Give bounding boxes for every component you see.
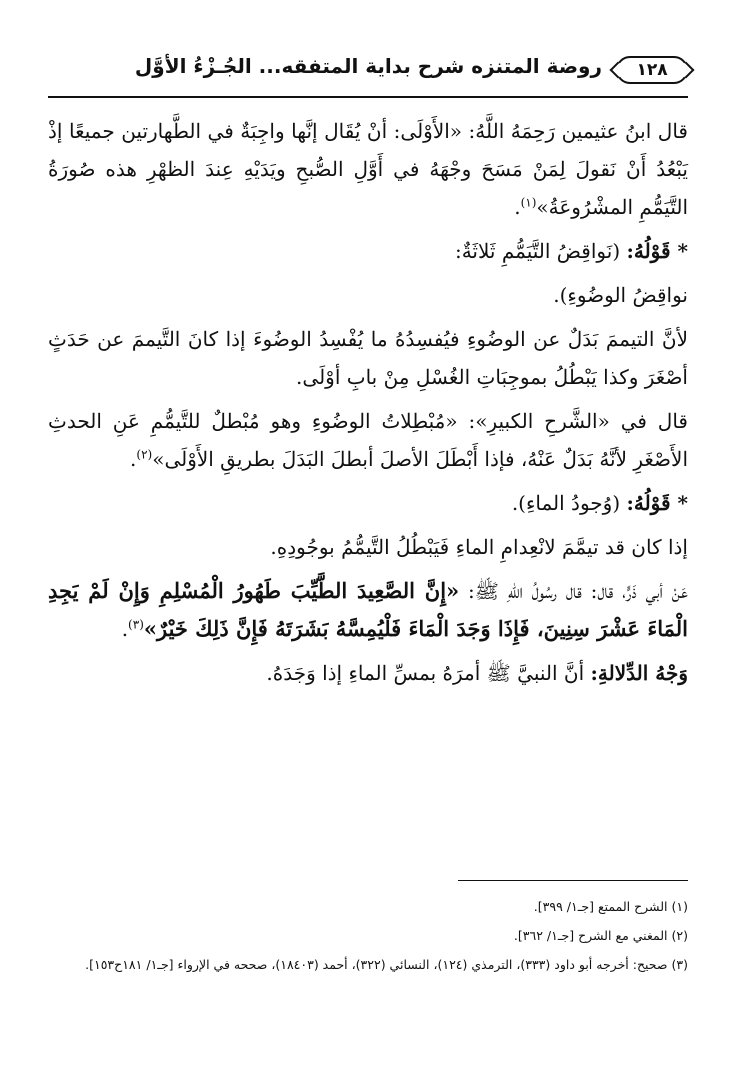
footnote-rule (458, 880, 688, 881)
footnote-ref-1: (١) (520, 195, 537, 210)
header-rule (48, 96, 688, 98)
footnotes (48, 892, 688, 979)
footnote-number: (١) (671, 899, 688, 914)
paragraph-tayammum-batil: إذا كان قد تيمَّمَ لانْعِدامِ الماءِ فَيَبْطُلُ التَّيمُّمُ بوجُودِهِ. (270, 535, 688, 559)
paragraph-hadith (48, 572, 688, 648)
footnote-number: (٣) (671, 957, 688, 972)
paragraph-nawaqid (48, 232, 688, 270)
footnote-item (48, 950, 688, 979)
page-number: ١٢٨ (636, 60, 668, 80)
footnote-text: صحيح: أخرجه أبو داود (٣٣٣)، الترمذي (١٢٤)، النسائي (٣٢٢)، أحمد (١٨٤٠٣)، صححه في الإرواء [جـ١/ ١٨١ح١٥٣]. (85, 957, 668, 972)
footnote-ref-3: (٣) (128, 617, 144, 632)
footnote-text: المغني مع الشرح [جـ١/ ٣٦٢]. (513, 928, 668, 943)
paragraph-sharh-kabir (48, 402, 688, 478)
paragraph-text: (وُجودُ الماءِ). (511, 491, 621, 515)
paragraph-end: . (130, 447, 137, 471)
hadith-quote: «إِنَّ الصَّعِيدَ الطَّيِّبَ طَهُورُ الْمُسْلِمِ وَإِنْ لَمْ يَجِدِ الْمَاءَ عَشْرَ سِنِينَ، فَإِذَا وَجَدَ الْمَاءَ فَلْيُمِسَّهُ بَشَرَتَهُ فَإِنَّ ذَلِكَ خَيْرٌ» (48, 578, 688, 641)
page-header (48, 50, 688, 94)
footnote-item (48, 892, 688, 921)
paragraph-wajh-dalala (48, 654, 688, 692)
paragraph-end: . (121, 617, 129, 641)
section-marker: * قَوْلُهُ: (626, 491, 688, 515)
paragraph-text: قال في «الشَّرحِ الكبيرِ»: «مُبْطِلاتُ الوضُوءِ وهو مُبْطلٌ للتَّيمُّمِ عَنِ الحدثِ الأَصْغَرِ لأنَّهُ بَدَلٌ عَنْهُ، فإذا أَبْطَلَ الأصلَ أبطلَ البَدَلَ بطريقِ الأَوْلَى» (48, 409, 688, 471)
paragraph-end: . (514, 195, 521, 219)
footnote-text: الشرح الممتع [جـ١/ ٣٩٩]. (533, 899, 668, 914)
section-marker: * قَوْلُهُ: (626, 239, 688, 263)
page-number-badge (616, 56, 688, 84)
hadith-intro: عَنْ أبي ذَرٍّ، قال: قال رسُولُ اللهِ ﷺ: (468, 579, 689, 603)
footnote-number: (٢) (671, 928, 688, 943)
paragraph-nawaqid-wudu: نواقِضُ الوضُوءِ). (553, 283, 688, 307)
footnote-item (48, 921, 688, 950)
paragraph-text: قال ابنُ عثيمين رَحِمَهُ اللَّهُ: «الأَوْلَى: أنْ يُقَال إنَّها واجِبَةٌ في الطَّهارتين جميعًا إذْ يَبْعُدُ أَنْ نَقولَ لِمَنْ مَسَحَ وجْهَهُ في أَوَّلِ الصُّبحِ ويَدَيْهِ عِندَ الظهْرِ هذه صُورَةُ التَّيَمُّمِ المشْرُوعَةُ» (48, 119, 688, 219)
footnote-ref-2: (٢) (136, 447, 153, 462)
dalala-heading: وَجْهُ الدِّلالةِ: (590, 661, 688, 685)
paragraph-reason: لأنَّ التيممَ بَدَلٌ عن الوضُوءِ فيُفسِدُهُ ما يُفْسِدُ الوضُوءَ إذا كانَ التَّيممَ عن حَدَثٍ أصْغَرَ وكذا يَبْطُلُ بموجِبَاتِ الغُسْلِ مِنْ بابِ أوْلَى. (48, 327, 688, 389)
running-title: روضة المتنزه شرح بداية المتفقه... الجُـزْءُ الأوَّل (134, 54, 602, 78)
paragraph-ibn-uthaymin (48, 112, 688, 226)
paragraph-text: (نَواقِضُ التَّيَمُّمِ ثَلاثَةٌ: (454, 239, 621, 263)
main-text (48, 112, 688, 698)
paragraph-text: أنَّ النبيَّ ﷺ أمرَهُ بمسِّ الماءِ إذا وَجَدَهُ. (266, 661, 585, 685)
paragraph-wujud-maa (48, 484, 688, 522)
